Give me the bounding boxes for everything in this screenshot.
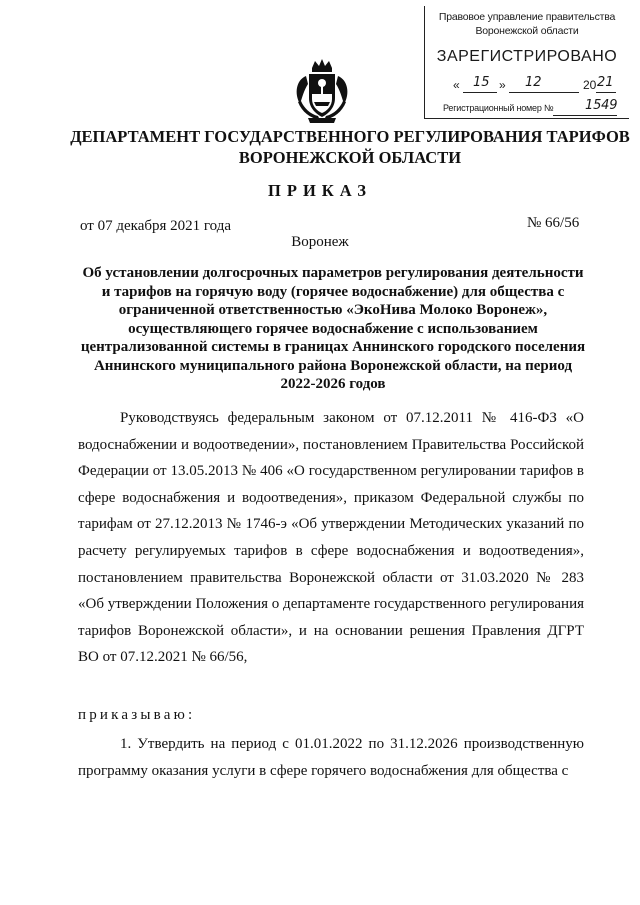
stamp-registered-label: ЗАРЕГИСТРИРОВАНО [436,48,618,65]
decree-word: приказываю: [78,707,196,723]
order-date: от 07 декабря 2021 года [80,218,232,234]
order-item-1: 1. Утвердить на период с 01.01.2022 по 31.12.2026 производственную программу оказания услуги в сфере горячего водоснабжения для общества с [78,736,584,779]
coat-of-arms-icon [292,58,352,126]
stamp-region-line: Воронежской области [475,25,579,37]
order-number: № 66/56 [527,215,580,231]
stamp-regnum-value: 1549 [585,98,618,113]
stamp-date-year-prefix: 20 [583,78,597,92]
stamp-date: « 15 » 12 20 21 [451,78,627,96]
preamble-paragraph: Руководствуясь федеральным законом от 07.12.2011 № 416-ФЗ «О водоснабжении и водоотведении», постановлением Правительства Российской Федерации от 13.05.2013 № 406 «О государственном регулировании тарифов в сфере водоснабжения и водоотведения», приказом Федеральной службы по тарифам от 27.12.2013 № 1746-э «Об утверждении Методических указаний по расчету регулируемых тарифов в сфере водоснабжения и водоотведения», постановлением правительства Воронежской области от 31.03.2020 № 283 «Об утверждении Положения о департаменте государственного регулирования тарифов Воронежской области», и на основании решения Правления ДГРТ ВО от 07.12.2021 № 66/56, [78,410,584,666]
registration-stamp [424,6,629,119]
order-city: Воронеж [291,234,349,250]
stamp-regnum [443,98,633,117]
order-subject: Об установлении долгосрочных параметров регулирования деятельности и тарифов на горячую воду (горячее водоснабжение) для общества с ограниченной ответственностью «ЭкоНива Молоко Воронеж», осуществляющего горячее водоснабжение с использованием централизованной системы в границах Аннинского городского поселения Аннинского муниципального района Воронежской области, на период 2022-2026 годов [80,265,586,392]
stamp-date-day: 15 [473,75,490,90]
department-heading: ДЕПАРТАМЕНТ ГОСУДАРСТВЕННОГО РЕГУЛИРОВАНИЯ ТАРИФОВ ВОРОНЕЖСКОЙ ОБЛАСТИ [70,127,630,167]
document-type-title: ПРИКАЗ [268,181,372,200]
stamp-date-month: 12 [525,75,542,90]
stamp-regnum-label: Регистрационный номер № [443,103,554,113]
stamp-authority-line: Правовое управление правительства [438,11,616,23]
stamp-date-year-suffix: 21 [597,75,614,90]
